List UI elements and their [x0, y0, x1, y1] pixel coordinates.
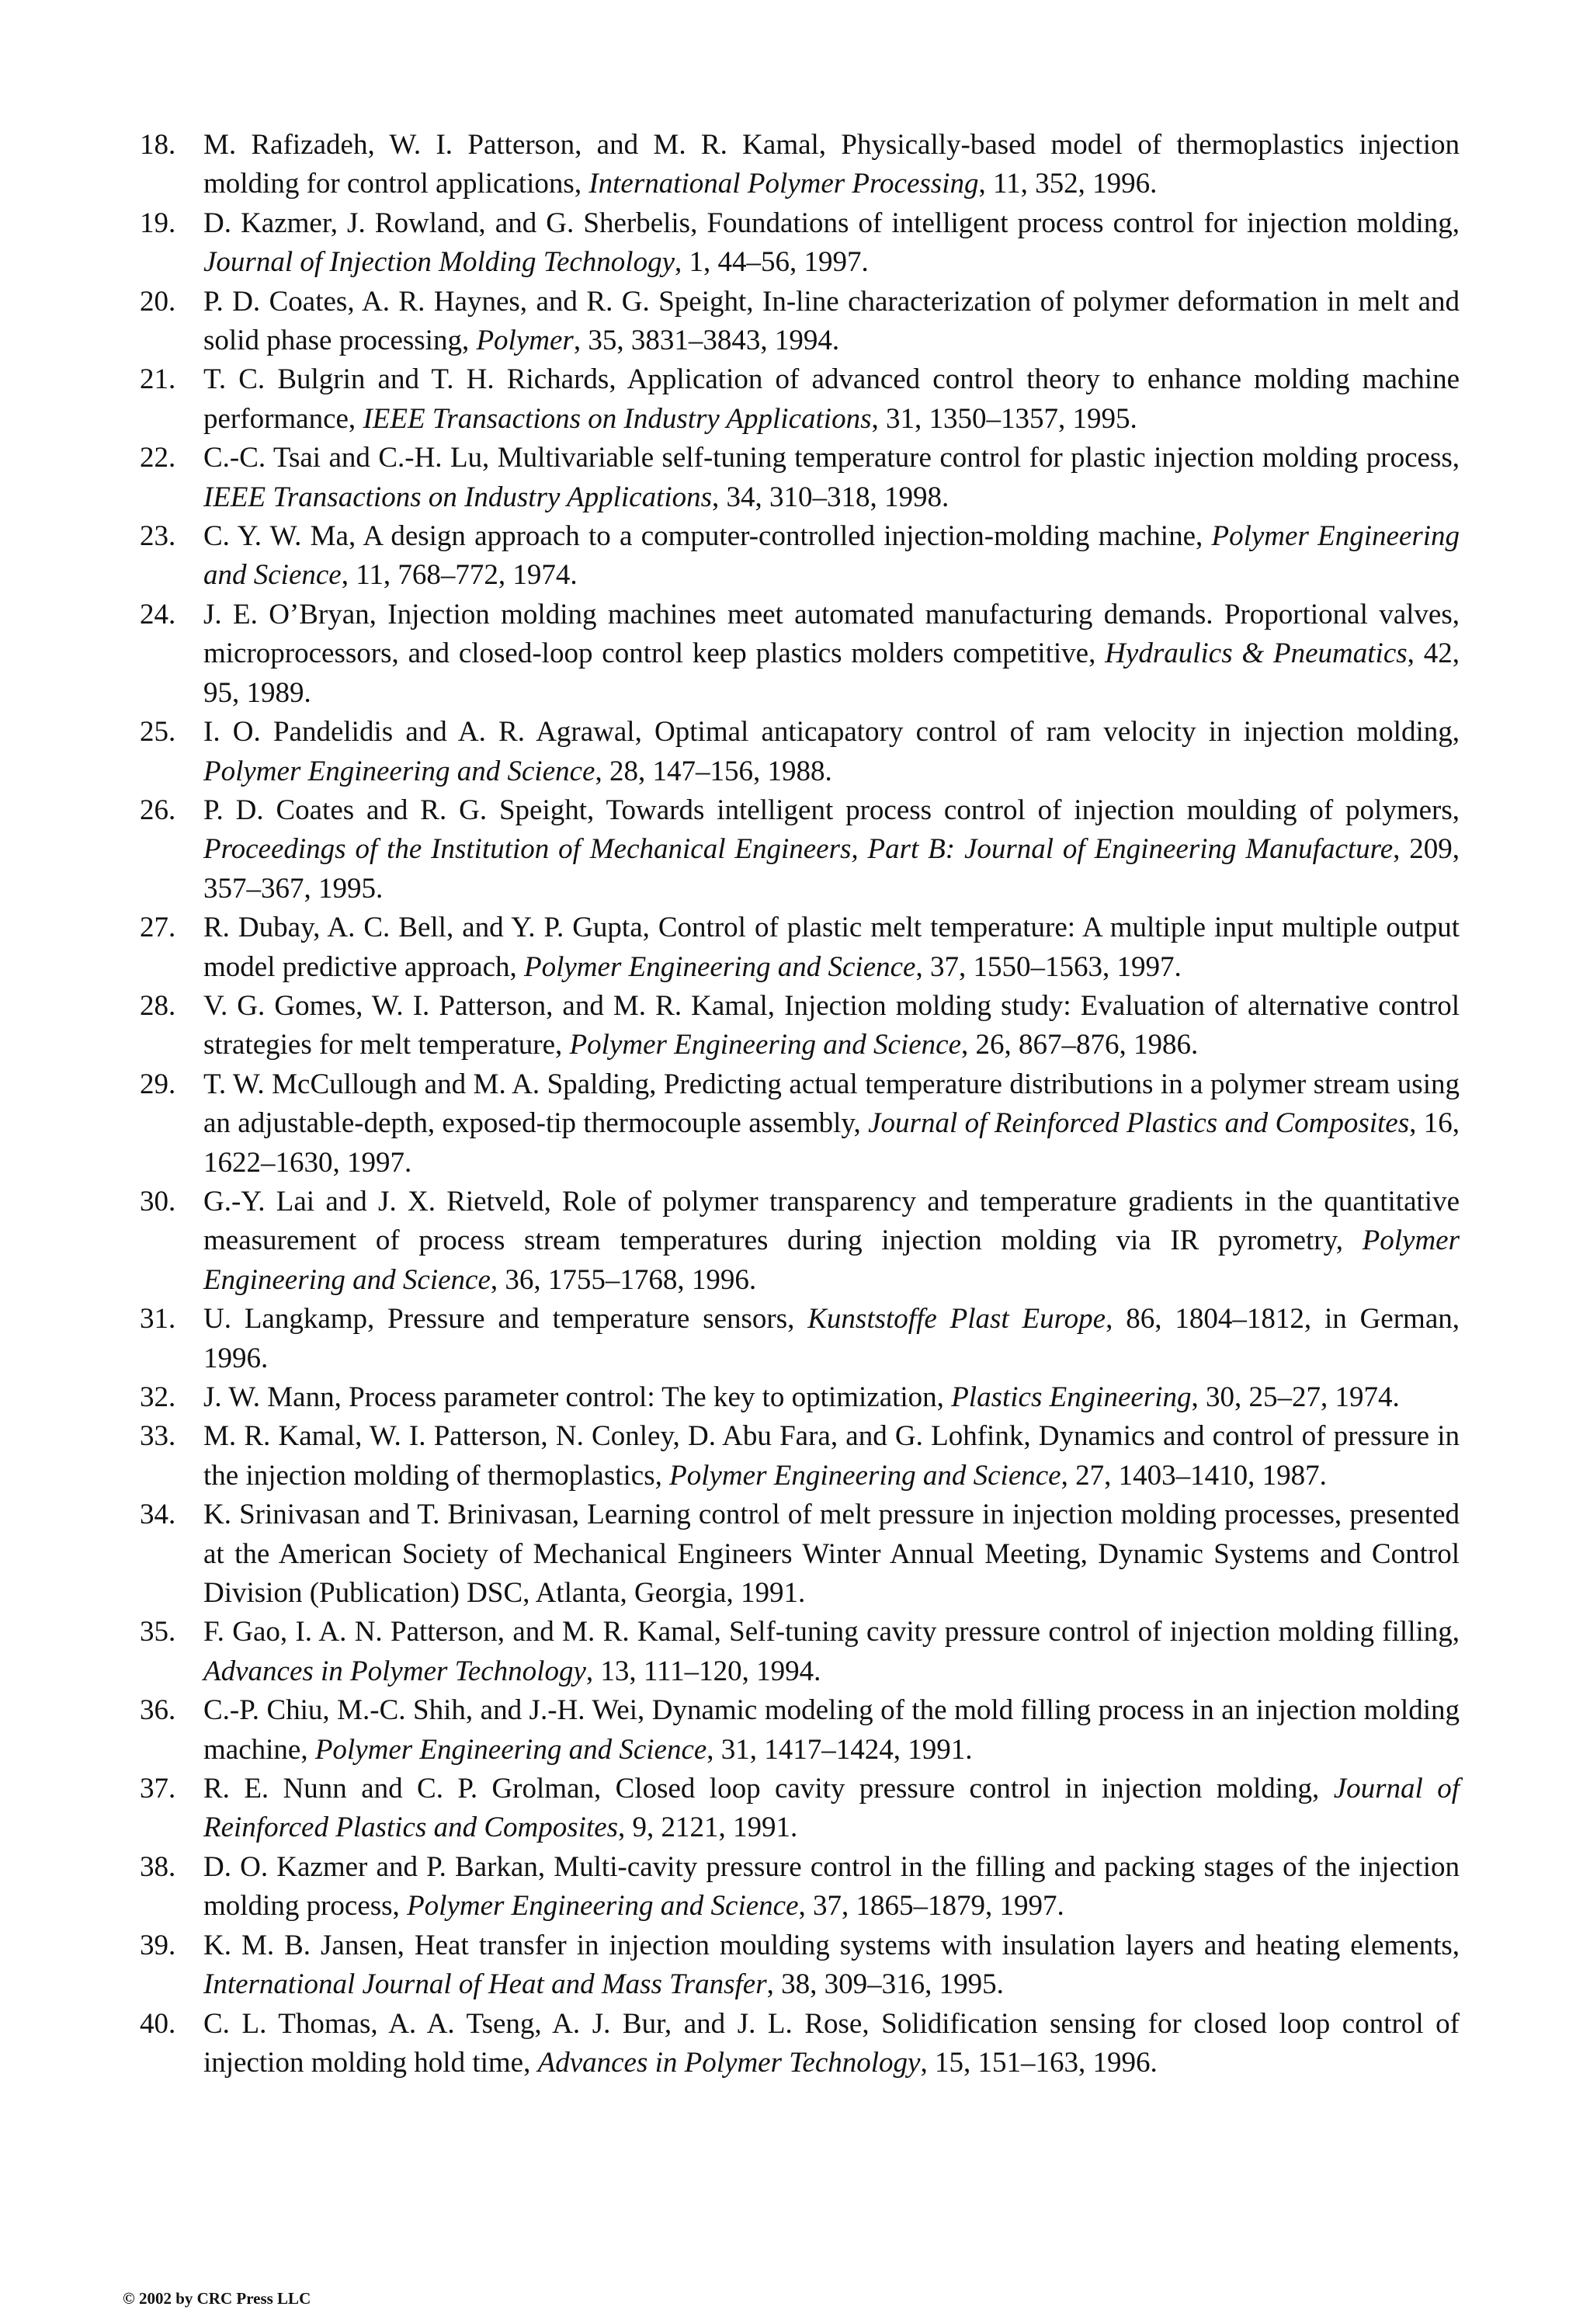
reference-source-title: Proceedings of the Institution of Mechanical Engineers, Part B: Journal of Engineering Manufacture	[203, 833, 1394, 866]
reference-item	[140, 439, 1460, 517]
reference-item	[140, 1183, 1460, 1300]
reference-number: 35.	[140, 1616, 176, 1648]
reference-text-segment: , 9, 2121, 1991.	[618, 1812, 798, 1844]
reference-text-segment: M. Rafizadeh, W. I. Patterson, and M. R. Kamal, Physically-based model of thermoplastics injection molding for control applications,	[203, 129, 1460, 200]
reference-item	[140, 908, 1460, 987]
reference-text-segment: J. E. O’Bryan, Injection molding machines meet automated manufacturing demands. Proportional valves, microprocessors, and closed-loop control keep plastics molders competitive,	[203, 598, 1460, 670]
reference-number: 21.	[140, 363, 176, 396]
reference-number: 32.	[140, 1381, 176, 1413]
reference-text	[203, 599, 1460, 709]
reference-source-title: Advances in Polymer Technology	[203, 1655, 586, 1687]
reference-number: 39.	[140, 1929, 176, 1961]
reference-source-title: IEEE Transactions on Industry Applications	[363, 402, 872, 435]
reference-number: 24.	[140, 598, 176, 631]
reference-text	[203, 1499, 1460, 1609]
reference-source-title: Hydraulics & Pneumatics	[1105, 637, 1408, 670]
reference-text-segment: C.-C. Tsai and C.-H. Lu, Multivariable self-tuning temperature control for plastic injection molding process,	[203, 442, 1460, 474]
reference-text-segment: P. D. Coates, A. R. Haynes, and R. G. Speight, In-line characterization of polymer deformation in melt and solid phase processing,	[203, 285, 1460, 357]
reference-number: 38.	[140, 1850, 176, 1883]
reference-text-segment: , 11, 768–772, 1974.	[341, 559, 578, 592]
reference-text	[203, 716, 1460, 787]
reference-text-segment: U. Langkamp, Pressure and temperature sensors,	[203, 1303, 808, 1336]
reference-item	[140, 1613, 1460, 1691]
reference-number: 29.	[140, 1068, 176, 1100]
reference-number: 20.	[140, 285, 176, 318]
reference-item	[140, 1378, 1460, 1417]
reference-text	[203, 1851, 1460, 1922]
reference-number: 36.	[140, 1694, 176, 1727]
reference-text	[203, 1381, 1400, 1413]
reference-text-segment: , 30, 25–27, 1974.	[1191, 1381, 1400, 1413]
reference-item	[140, 1300, 1460, 1378]
reference-text-segment: K. M. B. Jansen, Heat transfer in injection moulding systems with insulation layers and heating elements,	[203, 1929, 1460, 1961]
reference-item	[140, 987, 1460, 1065]
reference-text-segment: D. O. Kazmer and P. Barkan, Multi-cavity pressure control in the filling and packing stages of the injection molding process,	[203, 1850, 1460, 1923]
reference-text	[203, 1773, 1460, 1843]
reference-text	[203, 1930, 1460, 2000]
reference-text	[203, 2008, 1460, 2079]
reference-source-title: Polymer Engineering and Science	[407, 1890, 799, 1923]
reference-number: 37.	[140, 1773, 176, 1805]
reference-text	[203, 1303, 1460, 1374]
reference-text-segment: M. R. Kamal, W. I. Patterson, N. Conley, D. Abu Fara, and G. Lohfink, Dynamics and control of pressure in the injection molding of thermoplastics	[203, 1420, 1460, 1492]
reference-source-title: Polymer Engineering and Science	[524, 950, 916, 983]
reference-text-segment: K. Srinivasan and T. Brinivasan, Learning control of melt pressure in injection molding processes, presented at the American Society of Mechanical Engineers Winter Annual Meeting, Dynamic Systems and Control Division (Publication) DSC, Atlanta, Georgia, 1991.	[203, 1499, 1460, 1610]
reference-source-title: Polymer Engineering and Science	[314, 1733, 707, 1766]
reference-item	[140, 596, 1460, 713]
reference-text	[203, 1068, 1460, 1179]
reference-source-title: Kunststoffe Plast Europe	[807, 1303, 1106, 1336]
reference-number: 26.	[140, 794, 176, 826]
reference-text	[203, 1694, 1460, 1765]
reference-text-segment: I. O. Pandelidis and A. R. Agrawal, Optimal anticapatory control of ram velocity in injection molding,	[203, 716, 1460, 749]
reference-source-title: Advances in Polymer Technology	[537, 2046, 921, 2079]
reference-item	[140, 283, 1460, 361]
reference-item	[140, 204, 1460, 283]
reference-item	[140, 360, 1460, 439]
reference-text	[203, 990, 1460, 1061]
reference-number: 33.	[140, 1420, 176, 1453]
reference-text-segment: C.-P. Chiu, M.-C. Shih, and J.-H. Wei, Dynamic modeling of the mold filling process in an injection molding machine,	[203, 1694, 1460, 1766]
reference-item	[140, 517, 1460, 596]
reference-text	[203, 442, 1460, 512]
reference-text-segment: , 26, 867–876, 1986.	[961, 1029, 1199, 1061]
reference-text	[203, 912, 1460, 982]
reference-number: 18.	[140, 129, 176, 161]
reference-text-segment: V. G. Gomes, W. I. Patterson, and M. R. Kamal, Injection molding study: Evaluation of alternative control strategies for melt temperature,	[203, 989, 1460, 1061]
reference-source-title: Journal of Reinforced Plastics and Composites	[203, 1773, 1460, 1844]
reference-source-title: Journal of Injection Molding Technology	[203, 246, 675, 279]
reference-number: 34.	[140, 1499, 176, 1531]
reference-text-segment: , 27, 1403–1410, 1987.	[1061, 1459, 1327, 1492]
reference-text-segment: G.-Y. Lai and J. X. Rietveld, Role of polymer transparency and temperature gradients in the quantitative measurement of process stream temperatures during injection molding via IR pyrometry,	[203, 1185, 1460, 1257]
reference-item	[140, 791, 1460, 908]
reference-text-segment: , 42, 95, 1989.	[203, 637, 1460, 709]
reference-text-segment: , 38, 309–316, 1995.	[766, 1968, 1004, 2001]
reference-text-segment: , 86, 1804–1812, in German, 1996.	[203, 1303, 1460, 1374]
reference-text-segment: , 34, 310–318, 1998.	[712, 481, 949, 513]
reference-text	[203, 286, 1460, 356]
reference-source-title: Polymer Engineering and Science	[203, 1225, 1460, 1296]
reference-text	[203, 207, 1460, 278]
reference-source-title: , Polymer Engineering and Science	[654, 1459, 1061, 1492]
reference-text-segment: R. E. Nunn and C. P. Grolman, Closed loop cavity pressure control in injection molding,	[203, 1773, 1334, 1805]
reference-source-title: IEEE Transactions on Industry Applications	[203, 481, 713, 513]
reference-item	[140, 1926, 1460, 2005]
reference-item	[140, 2005, 1460, 2083]
reference-text	[203, 363, 1460, 434]
reference-text-segment: , 31, 1350–1357, 1995.	[871, 402, 1137, 435]
reference-item	[140, 1848, 1460, 1926]
reference-number: 28.	[140, 989, 176, 1022]
reference-text-segment: , 37, 1550–1563, 1997.	[915, 950, 1182, 983]
reference-text-segment: , 36, 1755–1768, 1996.	[490, 1263, 757, 1296]
reference-text-segment: , 37, 1865–1879, 1997.	[798, 1890, 1064, 1923]
reference-text-segment: , 13, 111–120, 1994.	[585, 1655, 821, 1687]
reference-item	[140, 1770, 1460, 1848]
reference-text-segment: F. Gao, I. A. N. Patterson, and M. R. Kamal, Self-tuning cavity pressure control of injection molding filling,	[203, 1616, 1460, 1648]
reference-list	[140, 126, 1460, 2083]
reference-text-segment: , 209, 357–367, 1995.	[203, 833, 1460, 905]
reference-text-segment: C. Y. W. Ma, A design approach to a computer-controlled injection-molding machine,	[203, 520, 1212, 553]
reference-number: 25.	[140, 716, 176, 749]
reference-item	[140, 1495, 1460, 1613]
reference-text-segment: J. W. Mann, Process parameter control: The key to optimization,	[203, 1381, 952, 1413]
reference-text	[203, 1420, 1460, 1491]
copyright-notice: © 2002 by CRC Press LLC	[123, 2289, 311, 2308]
reference-item	[140, 126, 1460, 204]
reference-source-title: Polymer Engineering and Science	[203, 755, 595, 787]
reference-text-segment: R. Dubay, A. C. Bell, and Y. P. Gupta, Control of plastic melt temperature: A multiple input multiple output model predictive approach,	[203, 912, 1460, 983]
reference-text-segment: , 1, 44–56, 1997.	[675, 246, 869, 279]
reference-text-segment: , 16, 1622–1630, 1997.	[203, 1107, 1460, 1179]
reference-item	[140, 1417, 1460, 1495]
reference-text-segment: T. W. McCullough and M. A. Spalding, Predicting actual temperature distributions in a polymer stream using an adjustable-depth, exposed-tip thermocouple assembly,	[203, 1068, 1460, 1140]
reference-number: 30.	[140, 1185, 176, 1218]
reference-text	[203, 1186, 1460, 1296]
reference-source-title: International Journal of Heat and Mass Transfer	[203, 1968, 767, 2001]
reference-text-segment: T. C. Bulgrin and T. H. Richards, Application of advanced control theory to enhance molding machine performance,	[203, 363, 1460, 435]
reference-source-title: Plastics Engineering	[951, 1381, 1192, 1413]
reference-text	[203, 1616, 1460, 1687]
reference-text-segment: , 11, 352, 1996.	[978, 168, 1158, 200]
reference-source-title: Polymer	[476, 325, 574, 357]
reference-item	[140, 1065, 1460, 1183]
reference-number: 23.	[140, 520, 176, 553]
reference-text	[203, 520, 1460, 591]
reference-text-segment: C. L. Thomas, A. A. Tseng, A. J. Bur, and J. L. Rose, Solidification sensing for closed loop control of injection molding hold time,	[203, 2007, 1460, 2079]
reference-item	[140, 1691, 1460, 1770]
reference-text-segment: , 31, 1417–1424, 1991.	[706, 1733, 973, 1766]
reference-text-segment: , 28, 147–156, 1988.	[595, 755, 832, 787]
reference-text-segment: , 35, 3831–3843, 1994.	[573, 325, 840, 357]
reference-source-title: International Polymer Processing	[588, 168, 979, 200]
reference-text	[203, 129, 1460, 200]
reference-item	[140, 713, 1460, 791]
reference-source-title: Polymer Engineering and Science	[569, 1029, 962, 1061]
reference-source-title: Journal of Reinforced Plastics and Composites	[868, 1107, 1410, 1140]
reference-source-title: Polymer Engineering and Science	[203, 520, 1460, 592]
reference-number: 19.	[140, 207, 176, 239]
reference-text-segment: , 15, 151–163, 1996.	[920, 2046, 1158, 2079]
reference-number: 22.	[140, 442, 176, 474]
reference-text-segment: D. Kazmer, J. Rowland, and G. Sherbelis, Foundations of intelligent process control for injection molding,	[203, 207, 1460, 239]
reference-text	[203, 794, 1460, 905]
reference-text-segment: P. D. Coates and R. G. Speight, Towards intelligent process control of injection moulding of polymers,	[203, 794, 1460, 826]
reference-number: 40.	[140, 2007, 176, 2040]
reference-number: 27.	[140, 912, 176, 944]
reference-number: 31.	[140, 1303, 176, 1336]
